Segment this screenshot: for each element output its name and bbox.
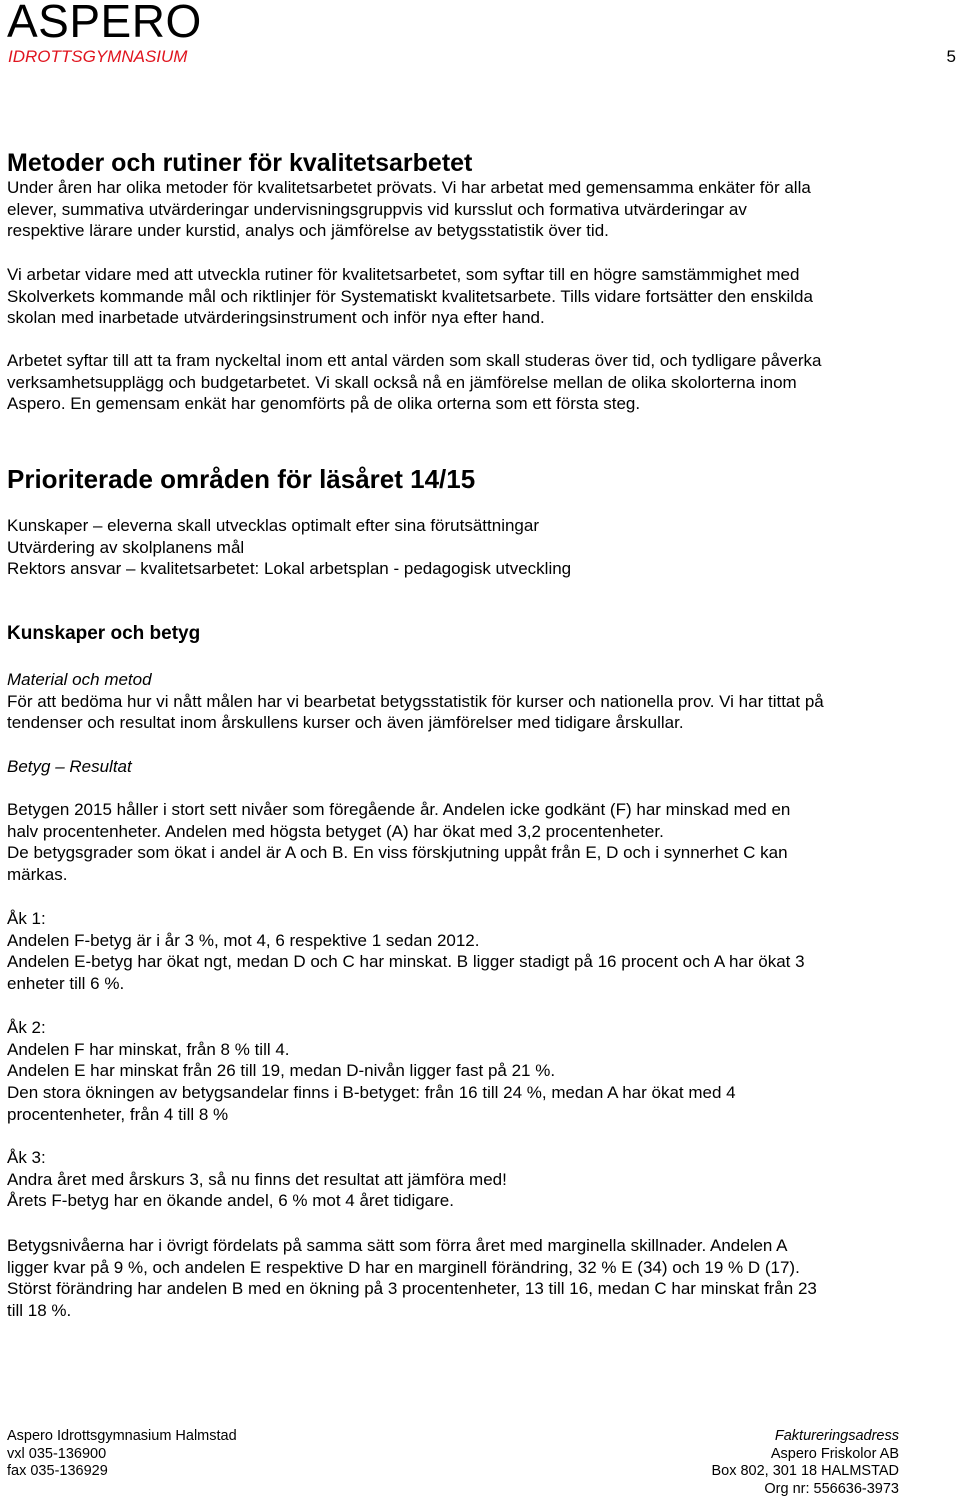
footer-company: Aspero Friskolor AB [770, 1445, 899, 1462]
paragraph-metoder-3 [7, 350, 957, 415]
paragraph-metoder-1 [7, 177, 957, 242]
text-line: För att bedöma hur vi nått målen har vi bearbetat betygsstatistik för kurser och nationella prov. Vi har tittat på [7, 691, 824, 711]
text-line: Aspero. En gemensam enkät har genomförts på de olika orterna som ett första steg. [7, 394, 641, 414]
text-line: Betygen 2015 håller i stort sett nivåer som föregående år. Andelen icke godkänt (F) har minskad med en [7, 800, 791, 819]
text-line: Arbetet syftar till att ta fram nyckeltal inom ett antal värden som skall studeras över tid, och tydligare påverka [7, 351, 822, 370]
footer-address: Box 802, 301 18 HALMSTAD [711, 1463, 899, 1480]
text-line: Andelen F har minskat, från 8 % till 4. [7, 1039, 290, 1059]
text-line: enheter till 6 %. [7, 974, 125, 994]
text-line: Skolverkets kommande mål och riktlinjer för Systematiskt kvalitetsarbete. Tills vidare fortsätter den enskilda [7, 286, 813, 306]
section-heading-kunskaper: Kunskaper och betyg [7, 623, 201, 644]
paragraph-metoder-2 [7, 264, 957, 329]
text-line: till 18 %. [7, 1301, 72, 1321]
ak3-block [7, 1147, 957, 1212]
ak1-block [7, 908, 957, 995]
text-line: skolan med inarbetade utvärderingsinstrument och inför nya efter hand. [7, 308, 545, 328]
material-block [7, 669, 957, 734]
priority-item: Utvärdering av skolplanens mål [7, 537, 245, 557]
logo-title: ASPERO [7, 0, 202, 47]
text-line: Andelen E har minskat från 26 till 19, medan D-nivån ligger fast på 21 %. [7, 1061, 556, 1081]
text-line: märkas. [7, 865, 68, 885]
priority-item: Rektors ansvar – kvalitetsarbetet: Lokal arbetsplan - pedagogisk utveckling [7, 559, 572, 579]
footer-right [711, 1428, 899, 1498]
text-line: Vi arbetar vidare med att utveckla rutiner för kvalitetsarbetet, som syftar till en högre samstämmighet med [7, 265, 800, 284]
text-line: Den stora ökningen av betygsandelar finns i B-betyget: från 16 till 24 %, medan A har ökat med 4 [7, 1083, 736, 1103]
material-label: Material och metod [7, 670, 152, 689]
section-heading-prioriterade: Prioriterade områden för läsåret 14/15 [7, 464, 476, 494]
footer-phone: vxl 035-136900 [7, 1445, 107, 1462]
text-line: Under åren har olika metoder för kvalitetsarbetet prövats. Vi har arbetat med gemensamma enkäter för alla [7, 178, 811, 197]
footer-org-number: Org nr: 556636-3973 [764, 1480, 899, 1497]
text-line: Störst förändring har andelen B med en ökning på 3 procentenheter, 13 till 16, medan C har minskat från 23 [7, 1279, 817, 1299]
text-line: Årets F-betyg har en ökande andel, 6 % mot 4 året tidigare. [7, 1191, 454, 1211]
text-line: Betygsnivåerna har i övrigt fördelats på samma sätt som förra året med marginella skillnader. Andelen A [7, 1236, 788, 1255]
section-heading-metoder: Metoder och rutiner för kvalitetsarbetet [7, 149, 473, 177]
footer-school-name: Aspero Idrottsgymnasium Halmstad [7, 1428, 237, 1444]
text-line: Andelen E-betyg har ökat ngt, medan D och C har minskat. B ligger stadigt på 16 procent och A har ökat 3 [7, 952, 805, 972]
text-line: respektive lärare under kurstid, analys och jämförelse av betygsstatistik över tid. [7, 221, 609, 241]
ak3-label: Åk 3: [7, 1148, 46, 1167]
summary-paragraph [7, 1235, 957, 1322]
text-line: tendenser och resultat inom årskullens kurser och även jämförelser med tidigare årskullar. [7, 713, 684, 733]
text-line: procentenheter, från 4 till 8 % [7, 1104, 229, 1124]
text-line: halv procentenheter. Andelen med högsta betyget (A) har ökat med 3,2 procentenheter. [7, 821, 664, 841]
ak2-label: Åk 2: [7, 1018, 46, 1037]
betyg-label: Betyg – Resultat [7, 757, 132, 776]
text-line: ligger kvar på 9 %, och andelen E respektive D har en marginell förändring, 32 % E (34) och 19 % D (17). [7, 1257, 800, 1277]
betyg-paragraph [7, 799, 957, 886]
text-line: Andra året med årskurs 3, så nu finns det resultat att jämföra med! [7, 1169, 507, 1189]
page-number: 5 [946, 47, 956, 66]
text-line: Andelen F-betyg är i år 3 %, mot 4, 6 respektive 1 sedan 2012. [7, 930, 480, 950]
logo-subtitle: IDROTTSGYMNASIUM [8, 47, 188, 66]
text-line: elever, summativa utvärderingar undervisningsgruppvis vid kursslut och formativa utvärderingar av [7, 199, 747, 219]
priority-list [7, 515, 957, 580]
footer-left [7, 1428, 237, 1481]
text-line: verksamhetsupplägg och budgetarbetet. Vi skall också nå en jämförelse mellan de olika skolorterna inom [7, 372, 797, 392]
footer-fax: fax 035-136929 [7, 1463, 108, 1480]
text-line: De betygsgrader som ökat i andel är A och B. En viss förskjutning uppåt från E, D och i synnerhet C kan [7, 843, 788, 863]
priority-item: Kunskaper – eleverna skall utvecklas optimalt efter sina förutsättningar [7, 516, 539, 535]
footer-billing-label: Faktureringsadress [774, 1428, 899, 1444]
ak2-block [7, 1017, 957, 1126]
ak1-label: Åk 1: [7, 909, 46, 928]
